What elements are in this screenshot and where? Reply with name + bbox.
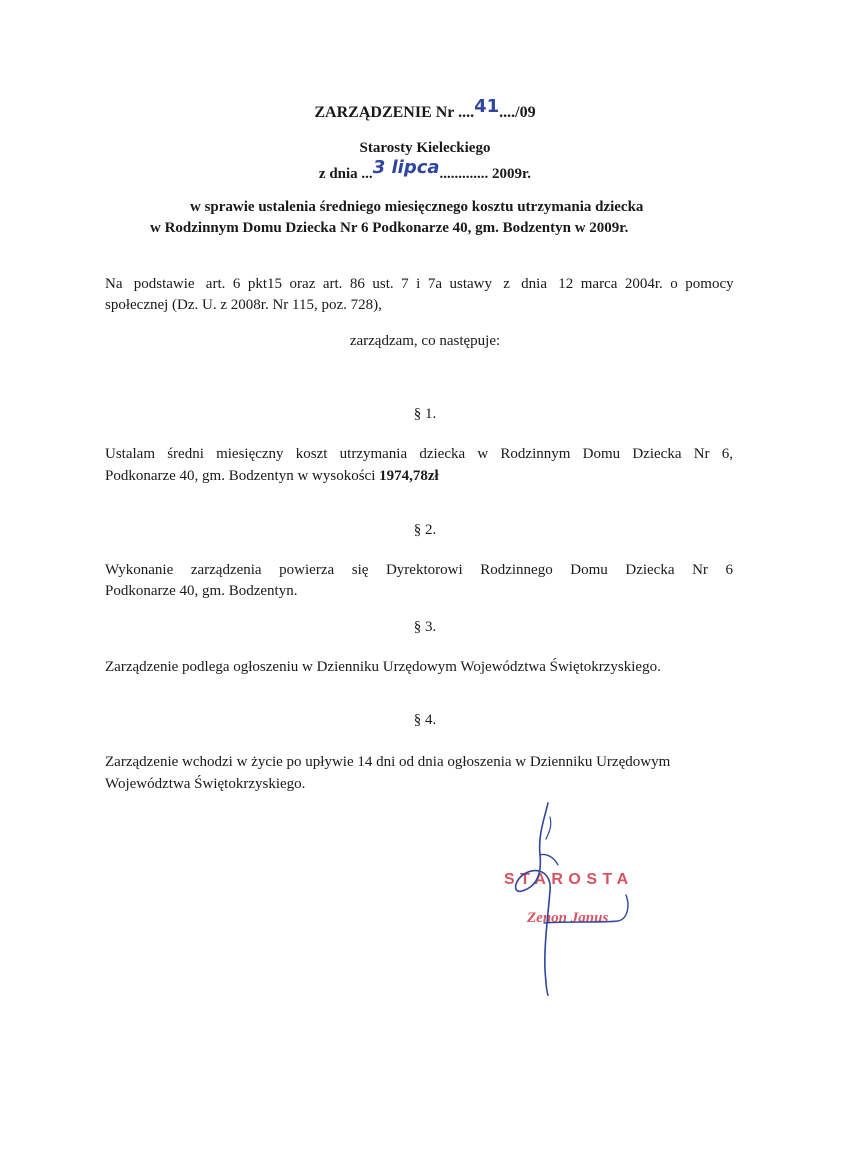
section-2-line-2: Podkonarze 40, gm. Bodzentyn. bbox=[105, 583, 298, 599]
section-4-line-1: Zarządzenie wchodzi w życie po upływie 14 dni od dnia ogłoszenia w Dzienniku Urzędowym bbox=[105, 754, 671, 770]
date-suffix: ............. 2009r. bbox=[439, 166, 532, 182]
document-date bbox=[0, 157, 850, 183]
title-dots-left: .... bbox=[458, 104, 475, 121]
preamble-line-1: Na podstawie art. 6 pkt15 oraz art. 86 ust. 7 i 7a ustawy z dnia 12 marca 2004r. o pomocy bbox=[105, 276, 734, 292]
issuer: Starosty Kieleckiego bbox=[359, 140, 491, 156]
section-1-line-1: Ustalam średni miesięczny koszt utrzymania dziecka w Rodzinnym Domu Dziecka Nr 6, bbox=[105, 446, 733, 462]
decree-line: zarządzam, co następuje: bbox=[349, 333, 501, 349]
section-1-amount: 1974,78zł bbox=[379, 468, 439, 484]
title-prefix: ZARZĄDZENIE Nr bbox=[314, 104, 459, 121]
section-4-heading: § 4. bbox=[413, 712, 437, 728]
preamble-line-2: społecznej (Dz. U. z 2008r. Nr 115, poz. 728), bbox=[105, 297, 382, 313]
title-handwritten-number: 41 bbox=[474, 96, 500, 117]
subject-line-2: w Rodzinnym Domu Dziecka Nr 6 Podkonarze 40, gm. Bodzentyn w 2009r. bbox=[150, 220, 629, 236]
subject-line-1: w sprawie ustalenia średniego miesięcznego kosztu utrzymania dziecka bbox=[190, 199, 644, 215]
title-suffix: ..../09 bbox=[499, 104, 536, 121]
date-handwritten: 3 lipca bbox=[372, 157, 440, 178]
section-1-line-2 bbox=[105, 465, 439, 487]
date-prefix: z dnia ... bbox=[318, 166, 373, 182]
stamp-name: Zenon Janus bbox=[527, 910, 609, 926]
section-2-heading: § 2. bbox=[413, 522, 437, 538]
section-1-text: Podkonarze 40, gm. Bodzentyn w wysokości bbox=[105, 468, 380, 484]
section-3-line-1: Zarządzenie podlega ogłoszeniu w Dzienniku Urzędowym Województwa Świętokrzyskiego. bbox=[105, 659, 661, 675]
signature-mark bbox=[500, 795, 660, 1000]
section-2-line-1: Wykonanie zarządzenia powierza się Dyrektorowi Rodzinnego Domu Dziecka Nr 6 bbox=[105, 562, 733, 578]
stamp-title: STAROSTA bbox=[504, 871, 634, 888]
document-title bbox=[0, 96, 850, 122]
section-1-heading: § 1. bbox=[413, 406, 437, 422]
section-4-line-2: Województwa Świętokrzyskiego. bbox=[105, 776, 306, 792]
section-3-heading: § 3. bbox=[413, 619, 437, 635]
